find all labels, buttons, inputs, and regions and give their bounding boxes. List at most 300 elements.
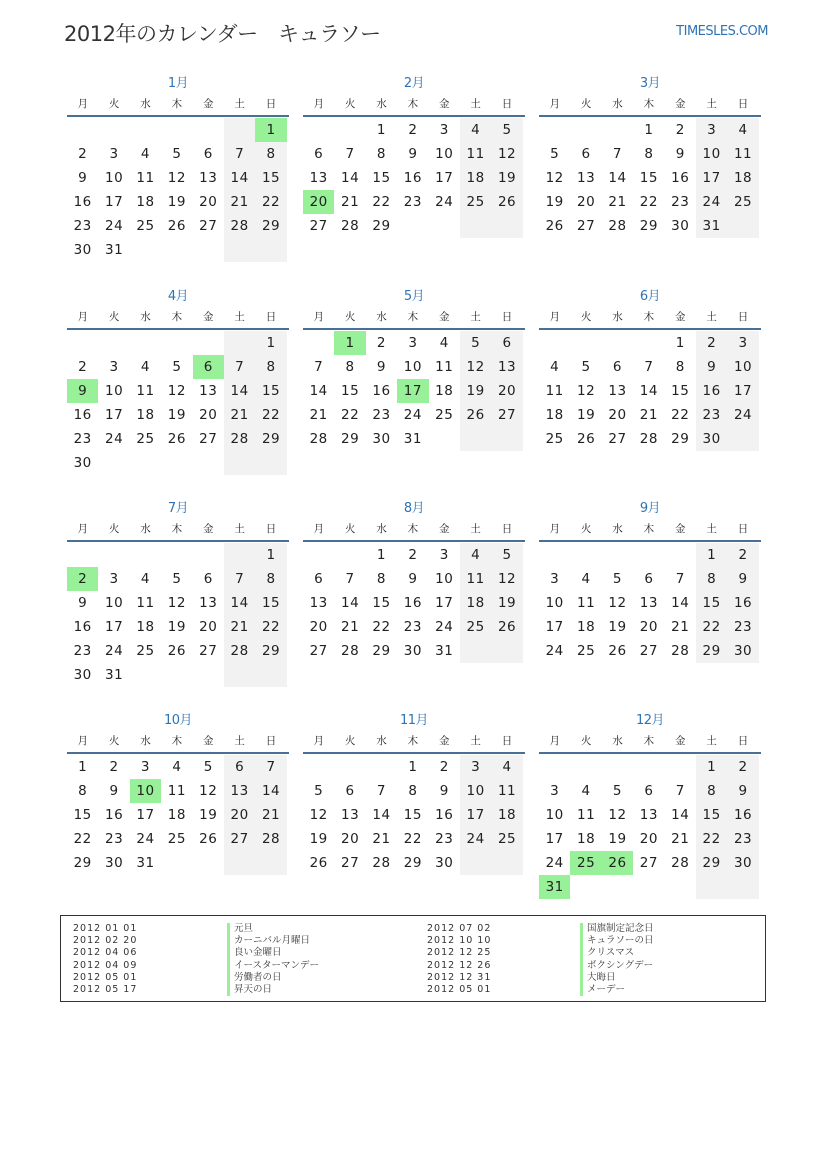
- day-cell[interactable]: 25: [435, 407, 454, 423]
- day-cell[interactable]: 15: [696, 591, 727, 615]
- day-cell[interactable]: 27: [199, 218, 218, 234]
- day-cell[interactable]: 10: [403, 359, 422, 375]
- day-cell[interactable]: 16: [73, 407, 92, 423]
- day-cell[interactable]: 6: [491, 331, 522, 355]
- day-cell[interactable]: 25: [570, 851, 601, 875]
- day-cell[interactable]: 30: [671, 218, 690, 234]
- day-cell[interactable]: 9: [727, 567, 758, 591]
- day-cell[interactable]: 23: [696, 403, 727, 427]
- day-cell[interactable]: 15: [372, 595, 391, 611]
- day-cell[interactable]: 11: [491, 779, 522, 803]
- day-cell[interactable]: 7: [345, 146, 355, 162]
- day-cell[interactable]: 27: [309, 218, 328, 234]
- day-cell[interactable]: 1: [334, 331, 365, 355]
- day-cell[interactable]: 4: [727, 118, 758, 142]
- day-cell[interactable]: 25: [576, 643, 596, 659]
- day-cell[interactable]: 16: [403, 595, 422, 611]
- day-cell[interactable]: 8: [675, 359, 685, 375]
- day-cell[interactable]: 31: [136, 855, 155, 871]
- day-cell[interactable]: 8: [376, 571, 387, 587]
- day-cell[interactable]: 4: [140, 571, 151, 587]
- day-cell[interactable]: 29: [372, 218, 391, 234]
- day-cell[interactable]: 5: [612, 783, 623, 799]
- day-cell[interactable]: 19: [545, 194, 564, 210]
- day-cell[interactable]: 30: [73, 242, 92, 258]
- day-cell[interactable]: 17: [460, 803, 491, 827]
- day-cell[interactable]: 3: [460, 755, 491, 779]
- day-cell[interactable]: 4: [491, 755, 522, 779]
- day-cell[interactable]: 18: [136, 407, 155, 423]
- day-cell[interactable]: 28: [608, 218, 627, 234]
- day-cell[interactable]: 22: [696, 827, 727, 851]
- day-cell[interactable]: 24: [403, 407, 422, 423]
- day-cell[interactable]: 21: [639, 407, 658, 423]
- day-cell[interactable]: 16: [435, 807, 454, 823]
- day-cell[interactable]: 22: [73, 831, 92, 847]
- day-cell[interactable]: 21: [340, 619, 360, 635]
- day-cell[interactable]: 20: [608, 407, 627, 423]
- day-cell[interactable]: 13: [340, 807, 360, 823]
- day-cell[interactable]: 25: [167, 831, 186, 847]
- day-cell[interactable]: 29: [372, 643, 391, 659]
- day-cell[interactable]: 6: [345, 783, 355, 799]
- day-cell[interactable]: 26: [167, 431, 186, 447]
- day-cell[interactable]: 30: [372, 431, 391, 447]
- day-cell[interactable]: 21: [671, 619, 690, 635]
- day-cell[interactable]: 14: [671, 807, 690, 823]
- day-cell[interactable]: 12: [167, 595, 186, 611]
- day-cell[interactable]: 8: [696, 779, 727, 803]
- day-cell[interactable]: 31: [696, 214, 727, 238]
- day-cell[interactable]: 23: [727, 615, 758, 639]
- day-cell[interactable]: 26: [199, 831, 218, 847]
- day-cell[interactable]: 23: [104, 831, 124, 847]
- day-cell[interactable]: 18: [136, 619, 155, 635]
- day-cell[interactable]: 4: [550, 359, 560, 375]
- day-cell[interactable]: 20: [224, 803, 255, 827]
- day-cell[interactable]: 19: [460, 379, 491, 403]
- day-cell[interactable]: 27: [199, 431, 218, 447]
- day-cell[interactable]: 30: [403, 643, 422, 659]
- day-cell[interactable]: 2: [376, 335, 387, 351]
- day-cell[interactable]: 9: [109, 783, 119, 799]
- day-cell[interactable]: 22: [255, 615, 286, 639]
- day-cell[interactable]: 3: [408, 335, 418, 351]
- day-cell[interactable]: 1: [78, 759, 88, 775]
- day-cell[interactable]: 28: [224, 639, 255, 663]
- day-cell[interactable]: 11: [460, 567, 491, 591]
- day-cell[interactable]: 18: [545, 407, 564, 423]
- day-cell[interactable]: 24: [545, 855, 564, 871]
- day-cell[interactable]: 15: [639, 170, 658, 186]
- day-cell[interactable]: 19: [167, 407, 186, 423]
- day-cell[interactable]: 8: [255, 355, 286, 379]
- day-cell[interactable]: 13: [309, 170, 328, 186]
- day-cell[interactable]: 24: [435, 619, 454, 635]
- day-cell[interactable]: 7: [314, 359, 324, 375]
- day-cell[interactable]: 10: [545, 595, 564, 611]
- day-cell[interactable]: 11: [576, 807, 596, 823]
- day-cell[interactable]: 29: [255, 427, 286, 451]
- day-cell[interactable]: 13: [199, 595, 218, 611]
- day-cell[interactable]: 3: [109, 146, 119, 162]
- day-cell[interactable]: 20: [309, 619, 328, 635]
- day-cell[interactable]: 4: [140, 146, 151, 162]
- day-cell[interactable]: 3: [550, 783, 560, 799]
- day-cell[interactable]: 1: [644, 122, 654, 138]
- day-cell[interactable]: 12: [309, 807, 328, 823]
- day-cell[interactable]: 17: [104, 619, 124, 635]
- day-cell[interactable]: 5: [612, 571, 623, 587]
- day-cell[interactable]: 25: [727, 190, 758, 214]
- day-cell[interactable]: 28: [671, 643, 690, 659]
- day-cell[interactable]: 29: [671, 431, 690, 447]
- day-cell[interactable]: 20: [491, 379, 522, 403]
- day-cell[interactable]: 16: [696, 379, 727, 403]
- day-cell[interactable]: 5: [203, 759, 213, 775]
- day-cell[interactable]: 7: [612, 146, 623, 162]
- day-cell[interactable]: 11: [435, 359, 454, 375]
- day-cell[interactable]: 14: [224, 379, 255, 403]
- day-cell[interactable]: 20: [576, 194, 596, 210]
- day-cell[interactable]: 31: [435, 643, 454, 659]
- day-cell[interactable]: 15: [255, 379, 286, 403]
- day-cell[interactable]: 24: [460, 827, 491, 851]
- day-cell[interactable]: 25: [136, 643, 155, 659]
- day-cell[interactable]: 18: [727, 166, 758, 190]
- day-cell[interactable]: 15: [73, 807, 92, 823]
- day-cell[interactable]: 18: [136, 194, 155, 210]
- day-cell[interactable]: 27: [309, 643, 328, 659]
- day-cell[interactable]: 1: [255, 543, 286, 567]
- day-cell[interactable]: 8: [255, 142, 286, 166]
- day-cell[interactable]: 23: [73, 431, 92, 447]
- day-cell[interactable]: 9: [78, 170, 88, 186]
- day-cell[interactable]: 7: [224, 142, 255, 166]
- day-cell[interactable]: 12: [576, 383, 596, 399]
- day-cell[interactable]: 13: [309, 595, 328, 611]
- day-cell[interactable]: 19: [576, 407, 596, 423]
- day-cell[interactable]: 14: [340, 595, 360, 611]
- day-cell[interactable]: 11: [167, 783, 186, 799]
- day-cell[interactable]: 8: [78, 783, 88, 799]
- day-cell[interactable]: 1: [408, 759, 418, 775]
- day-cell[interactable]: 23: [73, 218, 92, 234]
- day-cell[interactable]: 9: [696, 355, 727, 379]
- day-cell[interactable]: 16: [372, 383, 391, 399]
- day-cell[interactable]: 1: [255, 331, 286, 355]
- day-cell[interactable]: 21: [372, 831, 391, 847]
- day-cell[interactable]: 3: [696, 118, 727, 142]
- day-cell[interactable]: 1: [255, 118, 286, 142]
- day-cell[interactable]: 10: [435, 571, 454, 587]
- day-cell[interactable]: 14: [224, 591, 255, 615]
- day-cell[interactable]: 11: [545, 383, 564, 399]
- day-cell[interactable]: 18: [460, 166, 491, 190]
- day-cell[interactable]: 7: [675, 783, 685, 799]
- day-cell[interactable]: 11: [576, 595, 596, 611]
- day-cell[interactable]: 3: [439, 547, 449, 563]
- day-cell[interactable]: 28: [639, 431, 658, 447]
- day-cell[interactable]: 24: [104, 643, 124, 659]
- day-cell[interactable]: 17: [104, 194, 124, 210]
- day-cell[interactable]: 29: [639, 218, 658, 234]
- day-cell[interactable]: 9: [78, 595, 88, 611]
- day-cell[interactable]: 14: [255, 779, 286, 803]
- day-cell[interactable]: 1: [376, 547, 387, 563]
- day-cell[interactable]: 6: [224, 755, 255, 779]
- day-cell[interactable]: 26: [602, 851, 633, 875]
- day-cell[interactable]: 6: [644, 783, 654, 799]
- day-cell[interactable]: 14: [340, 170, 360, 186]
- day-cell[interactable]: 7: [376, 783, 387, 799]
- day-cell[interactable]: 28: [255, 827, 286, 851]
- day-cell[interactable]: 25: [491, 827, 522, 851]
- day-cell[interactable]: 22: [255, 403, 286, 427]
- day-cell[interactable]: 2: [727, 755, 758, 779]
- day-cell[interactable]: 10: [727, 355, 758, 379]
- day-cell[interactable]: 17: [435, 595, 454, 611]
- day-cell[interactable]: 4: [581, 571, 591, 587]
- day-cell[interactable]: 10: [104, 170, 124, 186]
- day-cell[interactable]: 27: [340, 855, 360, 871]
- day-cell[interactable]: 2: [109, 759, 119, 775]
- day-cell[interactable]: 13: [199, 170, 218, 186]
- day-cell[interactable]: 9: [408, 571, 418, 587]
- day-cell[interactable]: 14: [608, 170, 627, 186]
- day-cell[interactable]: 19: [309, 831, 328, 847]
- day-cell[interactable]: 27: [608, 431, 627, 447]
- day-cell[interactable]: 19: [491, 166, 522, 190]
- day-cell[interactable]: 7: [255, 755, 286, 779]
- day-cell[interactable]: 2: [78, 146, 88, 162]
- day-cell[interactable]: 26: [309, 855, 328, 871]
- day-cell[interactable]: 25: [460, 190, 491, 214]
- day-cell[interactable]: 1: [675, 335, 685, 351]
- day-cell[interactable]: 24: [104, 218, 124, 234]
- day-cell[interactable]: 18: [491, 803, 522, 827]
- day-cell[interactable]: 3: [550, 571, 560, 587]
- day-cell[interactable]: 3: [109, 359, 119, 375]
- day-cell[interactable]: 29: [255, 639, 286, 663]
- day-cell[interactable]: 5: [460, 331, 491, 355]
- day-cell[interactable]: 16: [727, 591, 758, 615]
- day-cell[interactable]: 15: [255, 166, 286, 190]
- day-cell[interactable]: 27: [639, 643, 658, 659]
- day-cell[interactable]: 18: [460, 591, 491, 615]
- day-cell[interactable]: 2: [78, 359, 88, 375]
- day-cell[interactable]: 6: [612, 359, 623, 375]
- day-cell[interactable]: 25: [460, 615, 491, 639]
- day-cell[interactable]: 5: [314, 783, 324, 799]
- day-cell[interactable]: 26: [460, 403, 491, 427]
- day-cell[interactable]: 23: [403, 194, 422, 210]
- day-cell[interactable]: 17: [104, 407, 124, 423]
- day-cell[interactable]: 18: [435, 383, 454, 399]
- day-cell[interactable]: 7: [644, 359, 654, 375]
- day-cell[interactable]: 27: [491, 403, 522, 427]
- day-cell[interactable]: 30: [73, 667, 92, 683]
- day-cell[interactable]: 12: [491, 142, 522, 166]
- day-cell[interactable]: 27: [639, 855, 658, 871]
- day-cell[interactable]: 21: [309, 407, 328, 423]
- day-cell[interactable]: 14: [671, 595, 690, 611]
- day-cell[interactable]: 11: [460, 142, 491, 166]
- day-cell[interactable]: 19: [608, 619, 627, 635]
- day-cell[interactable]: 29: [403, 855, 422, 871]
- day-cell[interactable]: 12: [608, 595, 627, 611]
- day-cell[interactable]: 8: [644, 146, 654, 162]
- day-cell[interactable]: 28: [224, 214, 255, 238]
- day-cell[interactable]: 27: [576, 218, 596, 234]
- day-cell[interactable]: 8: [255, 567, 286, 591]
- day-cell[interactable]: 24: [727, 403, 758, 427]
- day-cell[interactable]: 6: [203, 146, 213, 162]
- day-cell[interactable]: 2: [727, 543, 758, 567]
- day-cell[interactable]: 5: [172, 146, 182, 162]
- day-cell[interactable]: 31: [104, 242, 124, 258]
- day-cell[interactable]: 12: [608, 807, 627, 823]
- day-cell[interactable]: 11: [136, 595, 155, 611]
- day-cell[interactable]: 2: [408, 122, 418, 138]
- day-cell[interactable]: 6: [193, 355, 224, 379]
- day-cell[interactable]: 15: [696, 803, 727, 827]
- day-cell[interactable]: 9: [67, 379, 98, 403]
- day-cell[interactable]: 15: [403, 807, 422, 823]
- day-cell[interactable]: 18: [576, 619, 596, 635]
- day-cell[interactable]: 20: [199, 619, 218, 635]
- day-cell[interactable]: 23: [671, 194, 690, 210]
- day-cell[interactable]: 9: [439, 783, 449, 799]
- day-cell[interactable]: 19: [491, 591, 522, 615]
- day-cell[interactable]: 24: [435, 194, 454, 210]
- day-cell[interactable]: 7: [345, 571, 355, 587]
- day-cell[interactable]: 12: [199, 783, 218, 799]
- day-cell[interactable]: 10: [545, 807, 564, 823]
- day-cell[interactable]: 23: [435, 831, 454, 847]
- day-cell[interactable]: 28: [224, 427, 255, 451]
- day-cell[interactable]: 15: [671, 383, 690, 399]
- day-cell[interactable]: 29: [255, 214, 286, 238]
- day-cell[interactable]: 22: [671, 407, 690, 423]
- day-cell[interactable]: 26: [608, 643, 627, 659]
- day-cell[interactable]: 13: [639, 807, 658, 823]
- day-cell[interactable]: 8: [345, 359, 355, 375]
- day-cell[interactable]: 4: [439, 335, 449, 351]
- day-cell[interactable]: 18: [576, 831, 596, 847]
- day-cell[interactable]: 13: [224, 779, 255, 803]
- day-cell[interactable]: 12: [167, 383, 186, 399]
- day-cell[interactable]: 13: [608, 383, 627, 399]
- day-cell[interactable]: 24: [104, 431, 124, 447]
- day-cell[interactable]: 9: [376, 359, 387, 375]
- day-cell[interactable]: 25: [136, 431, 155, 447]
- day-cell[interactable]: 19: [167, 194, 186, 210]
- day-cell[interactable]: 17: [696, 166, 727, 190]
- day-cell[interactable]: 31: [104, 667, 124, 683]
- day-cell[interactable]: 18: [167, 807, 186, 823]
- day-cell[interactable]: 5: [550, 146, 560, 162]
- day-cell[interactable]: 9: [675, 146, 685, 162]
- day-cell[interactable]: 4: [172, 759, 182, 775]
- day-cell[interactable]: 16: [403, 170, 422, 186]
- day-cell[interactable]: 20: [303, 190, 334, 214]
- day-cell[interactable]: 8: [696, 567, 727, 591]
- day-cell[interactable]: 26: [491, 190, 522, 214]
- day-cell[interactable]: 10: [104, 595, 124, 611]
- day-cell[interactable]: 9: [727, 779, 758, 803]
- day-cell[interactable]: 3: [109, 571, 119, 587]
- day-cell[interactable]: 17: [136, 807, 155, 823]
- day-cell[interactable]: 21: [224, 403, 255, 427]
- day-cell[interactable]: 6: [203, 571, 213, 587]
- day-cell[interactable]: 12: [167, 170, 186, 186]
- day-cell[interactable]: 1: [696, 755, 727, 779]
- day-cell[interactable]: 21: [255, 803, 286, 827]
- day-cell[interactable]: 2: [439, 759, 449, 775]
- day-cell[interactable]: 17: [545, 619, 564, 635]
- day-cell[interactable]: 4: [460, 543, 491, 567]
- day-cell[interactable]: 16: [671, 170, 690, 186]
- day-cell[interactable]: 16: [104, 807, 124, 823]
- day-cell[interactable]: 23: [73, 643, 92, 659]
- day-cell[interactable]: 28: [340, 643, 360, 659]
- day-cell[interactable]: 20: [199, 194, 218, 210]
- day-cell[interactable]: 2: [408, 547, 418, 563]
- day-cell[interactable]: 4: [581, 783, 591, 799]
- day-cell[interactable]: 6: [644, 571, 654, 587]
- day-cell[interactable]: 7: [224, 355, 255, 379]
- day-cell[interactable]: 13: [639, 595, 658, 611]
- day-cell[interactable]: 30: [727, 639, 758, 663]
- day-cell[interactable]: 10: [130, 779, 161, 803]
- day-cell[interactable]: 28: [372, 855, 391, 871]
- day-cell[interactable]: 24: [136, 831, 155, 847]
- day-cell[interactable]: 26: [545, 218, 564, 234]
- day-cell[interactable]: 30: [104, 855, 124, 871]
- day-cell[interactable]: 23: [727, 827, 758, 851]
- day-cell[interactable]: 14: [309, 383, 328, 399]
- day-cell[interactable]: 21: [224, 190, 255, 214]
- day-cell[interactable]: 22: [372, 194, 391, 210]
- day-cell[interactable]: 1: [696, 543, 727, 567]
- day-cell[interactable]: 17: [435, 170, 454, 186]
- day-cell[interactable]: 10: [435, 146, 454, 162]
- day-cell[interactable]: 1: [376, 122, 387, 138]
- day-cell[interactable]: 6: [581, 146, 591, 162]
- day-cell[interactable]: 26: [167, 218, 186, 234]
- day-cell[interactable]: 14: [372, 807, 391, 823]
- day-cell[interactable]: 7: [675, 571, 685, 587]
- day-cell[interactable]: 14: [639, 383, 658, 399]
- day-cell[interactable]: 22: [340, 407, 360, 423]
- day-cell[interactable]: 29: [73, 855, 92, 871]
- day-cell[interactable]: 27: [224, 827, 255, 851]
- day-cell[interactable]: 17: [545, 831, 564, 847]
- day-cell[interactable]: 20: [340, 831, 360, 847]
- day-cell[interactable]: 6: [314, 571, 324, 587]
- day-cell[interactable]: 3: [140, 759, 151, 775]
- day-cell[interactable]: 10: [460, 779, 491, 803]
- day-cell[interactable]: 29: [340, 431, 360, 447]
- site-name[interactable]: TIMESLES.COM: [676, 24, 768, 39]
- day-cell[interactable]: 30: [435, 855, 454, 871]
- day-cell[interactable]: 3: [439, 122, 449, 138]
- day-cell[interactable]: 21: [224, 615, 255, 639]
- day-cell[interactable]: 3: [727, 331, 758, 355]
- day-cell[interactable]: 24: [696, 190, 727, 214]
- day-cell[interactable]: 25: [545, 431, 564, 447]
